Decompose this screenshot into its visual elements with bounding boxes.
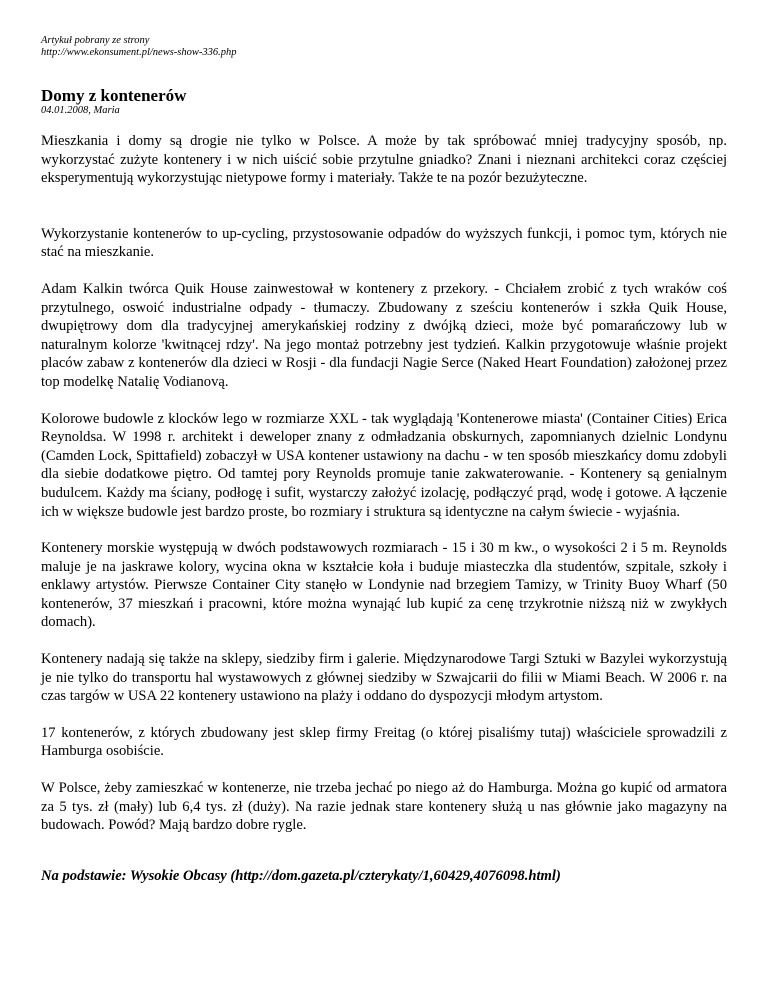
source-reference: Na podstawie: Wysokie Obcasy (http://dom.gazeta.pl/czterykaty/1,60429,4076098.html) [41, 867, 561, 884]
article-paragraph: W Polsce, żeby zamieszkać w kontenerze, nie trzeba jechać po niego aż do Hamburga. Można go kupić od armatora za 5 tys. zł (mały) lub 6,4 tys. zł (duży). Na razie jednak stare kontenery służą u nas głównie jako magazyny na budowach. Powód? Mają bardzo dobre rygle. [41, 780, 727, 834]
article-paragraph: 17 kontenerów, z których zbudowany jest sklep firmy Freitag (o której pisaliśmy tutaj) właściciele sprowadzili z Hamburga osobiście. [41, 724, 727, 760]
source-label: Artykuł pobrany ze strony [41, 35, 150, 46]
article-paragraph: Wykorzystanie kontenerów to up-cycling, przystosowanie odpadów do wyższych funkcji, i pomoc tym, których nie stać na mieszkanie. [41, 225, 727, 261]
article-paragraph: Kolorowe budowle z klocków lego w rozmiarze XXL - tak wyglądają 'Kontenerowe miasta' (Container Cities) Erica Reynoldsa. W 1998 r. architekt i deweloper znany z odmładzania obskurnych, zapomnianych dzielnic Londynu (Camden Lock, Spittafield) zobaczył w USA kontener ustawiony na dachu - w ten sposób mieszkańcy domu zdobyli dla siebie dodatkowe piętro. Od tamtej pory Reynolds promuje tanie zakwaterowanie. - Kontenery są genialnym budulcem. Każdy ma ściany, podłogę i sufit, wystarczy założyć izolację, podłączyć prąd, wodę i gotowe. A łączenie ich w większe budowle jest bardzo proste, bo rozmiary i struktura są identyczne na całym świecie - wyjaśnia. [41, 410, 727, 520]
article-title: Domy z kontenerów [41, 86, 187, 105]
article-paragraph: Kontenery morskie występują w dwóch podstawowych rozmiarach - 15 i 30 m kw., o wysokości 2 i 5 m. Reynolds maluje je na jaskrawe kolory, wycina okna w kształcie koła i buduje miasteczka dla studentów, szpitale, szkoły i enklawy artystów. Pierwsze Container City stanęło w Londynie nad brzegiem Tamizy, w Trinity Buoy Wharf (50 kontenerów, 37 mieszkań i pracowni, które można wynająć lub kupić za cenę trzykrotnie niższą niż w zwykłych domach). [41, 540, 727, 631]
article-paragraph: Kontenery nadają się także na sklepy, siedziby firm i galerie. Międzynarodowe Targi Sztuki w Bazylei wykorzystują je nie tylko do transportu hal wystawowych z głównej siedziby w Szwajcarii do filii w Miami Beach. W 2006 r. na czas targów w USA 22 kontenery ustawiono na plaży i oddano do dyspozycji młodym artystom. [41, 651, 727, 705]
source-url: http://www.ekonsument.pl/news-show-336.php [41, 47, 237, 58]
article-paragraph: Adam Kalkin twórca Quik House zainwestował w kontenery z przekory. - Chciałem zrobić z tych wraków coś przytulnego, oswoić industrialne odpady - tłumaczy. Zbudowany z sześciu kontenerów i szkła Quik House, dwupiętrowy dom dla tradycyjnej amerykańskiej rodziny z dwójką dzieci, może być pomarańczowy lub w naturalnym kolorze 'kwitnącej rdzy'. Na jego montaż potrzebny jest tydzień. Kalkin przygotowuje właśnie projekt placów zabaw z kontenerów dla dzieci w Rosji - dla fundacji Nagie Serce (Naked Heart Foundation) założonej przez top modelkę Natalię Vodianovą. [41, 280, 727, 390]
article-paragraph: Mieszkania i domy są drogie nie tylko w Polsce. A może by tak spróbować mniej tradycyjny sposób, np. wykorzystać zużyte kontenery i w nich uiścić sobie przytulne gniadko? Znani i nieznani architekci coraz częściej eksperymentują wykorzystując nietypowe formy i materiały. Także te na pozór bezużyteczne. [41, 133, 727, 187]
document-page [41, 0, 727, 885]
article-meta: 04.01.2008, Maria [41, 105, 120, 116]
